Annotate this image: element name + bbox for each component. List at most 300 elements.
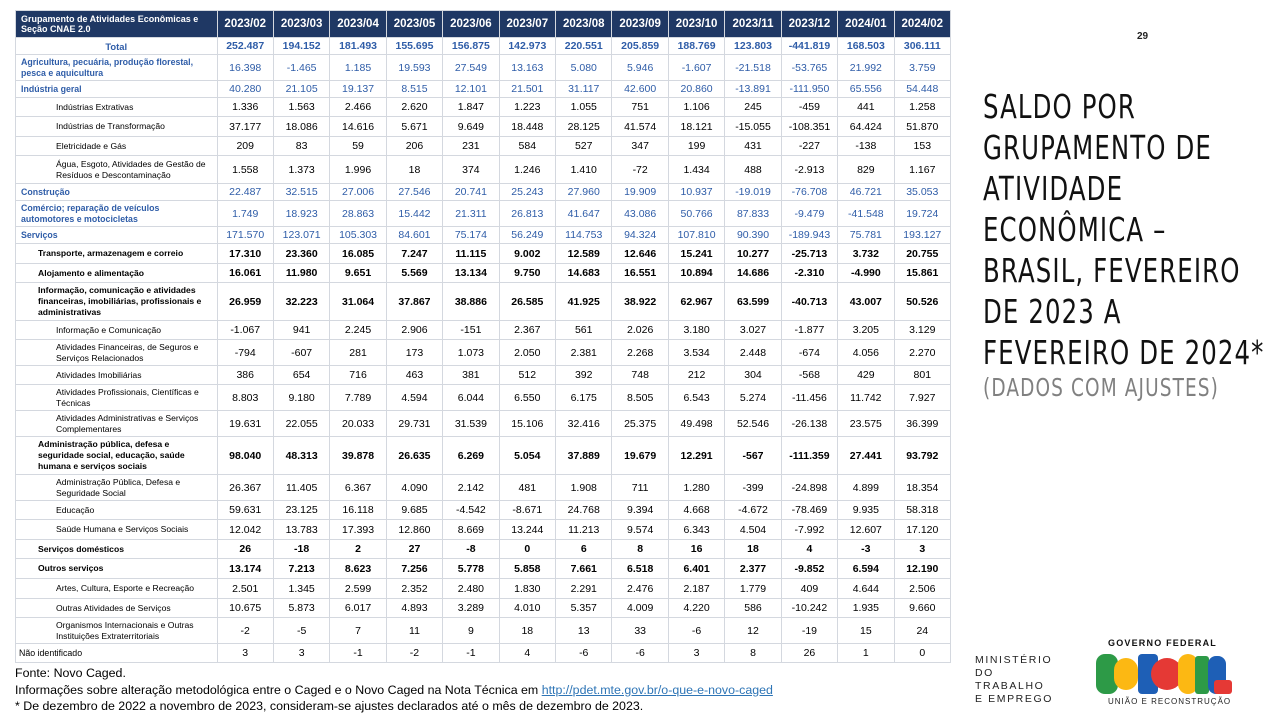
table-cell: 123.071: [273, 227, 329, 244]
table-cell: -76.708: [781, 184, 837, 201]
table-cell: -567: [725, 437, 781, 475]
table-cell: 41.925: [556, 283, 612, 321]
table-cell: 15.241: [668, 244, 724, 264]
table-cell: 181.493: [330, 38, 386, 55]
table-cell: 199: [668, 137, 724, 156]
table-cell: -7.992: [781, 520, 837, 540]
table-row: [16, 156, 951, 184]
table-cell: 18: [386, 156, 442, 184]
table-cell: 6.367: [330, 475, 386, 501]
table-cell: 12.042: [217, 520, 273, 540]
table-row: [16, 81, 951, 98]
caged-balance-table: [15, 10, 951, 663]
table-cell: 21.501: [499, 81, 555, 98]
table-cell: 27.006: [330, 184, 386, 201]
table-cell: -794: [217, 340, 273, 366]
table-cell: -4.542: [443, 501, 499, 520]
table-cell: 31.539: [443, 411, 499, 437]
source-note: Fonte: Novo Caged.: [15, 666, 126, 680]
table-cell: -568: [781, 366, 837, 385]
table-cell: 9.935: [838, 501, 894, 520]
table-cell: 20.755: [894, 244, 950, 264]
table-cell: 9.750: [499, 264, 555, 283]
table-cell: 3: [273, 644, 329, 663]
table-cell: -399: [725, 475, 781, 501]
table-cell: 153: [894, 137, 950, 156]
table-cell: 711: [612, 475, 668, 501]
slide-title-line: ATIVIDADE: [983, 169, 1124, 208]
table-body: [16, 38, 951, 663]
table-cell: 28.863: [330, 201, 386, 227]
table-cell: 23.575: [838, 411, 894, 437]
table-cell: 7.213: [273, 559, 329, 579]
table-cell: 9.574: [612, 520, 668, 540]
column-header: 2023/03: [273, 11, 329, 38]
table-cell: 2.448: [725, 340, 781, 366]
table-cell: 9.180: [273, 385, 329, 411]
table-row: [16, 340, 951, 366]
table-cell: 2.466: [330, 98, 386, 117]
table-cell: 206: [386, 137, 442, 156]
table-cell: 6.543: [668, 385, 724, 411]
table-cell: 9.660: [894, 599, 950, 618]
table-cell: 3.129: [894, 321, 950, 340]
table-cell: 3.027: [725, 321, 781, 340]
table-cell: 1.336: [217, 98, 273, 117]
row-label: Não identificado: [16, 644, 218, 663]
table-cell: 5.858: [499, 559, 555, 579]
table-cell: 7.789: [330, 385, 386, 411]
table-cell: 751: [612, 98, 668, 117]
table-cell: 3: [668, 644, 724, 663]
table-cell: 6.594: [838, 559, 894, 579]
table-cell: 63.599: [725, 283, 781, 321]
table-cell: 10.277: [725, 244, 781, 264]
row-label: Outras Atividades de Serviços: [16, 599, 218, 618]
table-cell: 5.080: [556, 55, 612, 81]
table-cell: 3: [217, 644, 273, 663]
table-cell: 10.894: [668, 264, 724, 283]
table-cell: 1.345: [273, 579, 329, 599]
table-cell: 6.017: [330, 599, 386, 618]
table-cell: -1: [330, 644, 386, 663]
table-cell: -19: [781, 618, 837, 644]
table-cell: 20.860: [668, 81, 724, 98]
table-row: [16, 117, 951, 137]
table-cell: 42.600: [612, 81, 668, 98]
table-cell: 829: [838, 156, 894, 184]
header-activity-group: Grupamento de Atividades Econômicas e Seção CNAE 2.0: [16, 11, 218, 38]
table-cell: 6.518: [612, 559, 668, 579]
table-cell: 527: [556, 137, 612, 156]
table-cell: 43.086: [612, 201, 668, 227]
table-cell: 5.671: [386, 117, 442, 137]
row-label: Outros serviços: [16, 559, 218, 579]
table-row: [16, 137, 951, 156]
column-header: 2023/06: [443, 11, 499, 38]
table-cell: 14.686: [725, 264, 781, 283]
table-cell: 9: [443, 618, 499, 644]
table-cell: 5.873: [273, 599, 329, 618]
table-cell: 15.861: [894, 264, 950, 283]
table-cell: 6.175: [556, 385, 612, 411]
table-cell: 75.174: [443, 227, 499, 244]
table-cell: -111.359: [781, 437, 837, 475]
table-cell: 6.343: [668, 520, 724, 540]
table-cell: 20.741: [443, 184, 499, 201]
table-row: [16, 227, 951, 244]
table-cell: -41.548: [838, 201, 894, 227]
table-cell: -674: [781, 340, 837, 366]
table-cell: 374: [443, 156, 499, 184]
table-cell: 8.669: [443, 520, 499, 540]
table-cell: 5.778: [443, 559, 499, 579]
table-cell: 4.504: [725, 520, 781, 540]
table-cell: 12.101: [443, 81, 499, 98]
table-cell: 18: [499, 618, 555, 644]
table-cell: 801: [894, 366, 950, 385]
table-cell: 52.546: [725, 411, 781, 437]
ministry-label-line: TRABALHO: [975, 680, 1045, 692]
table-cell: 36.399: [894, 411, 950, 437]
table-cell: 27.441: [838, 437, 894, 475]
row-label: Saúde Humana e Serviços Sociais: [16, 520, 218, 540]
table-cell: 5.357: [556, 599, 612, 618]
table-cell: 18.086: [273, 117, 329, 137]
table-cell: -18: [273, 540, 329, 559]
page-number: 29: [1137, 31, 1149, 42]
table-cell: 31.064: [330, 283, 386, 321]
ministry-label-line: E EMPREGO: [975, 693, 1053, 705]
table-row: [16, 264, 951, 283]
table-row: [16, 321, 951, 340]
table-cell: 281: [330, 340, 386, 366]
table-cell: 6.401: [668, 559, 724, 579]
table-cell: 5.569: [386, 264, 442, 283]
table-cell: 6: [556, 540, 612, 559]
table-cell: 2.506: [894, 579, 950, 599]
table-cell: -2: [217, 618, 273, 644]
table-cell: -10.242: [781, 599, 837, 618]
table-cell: -25.713: [781, 244, 837, 264]
table-cell: 168.503: [838, 38, 894, 55]
table-cell: 10.937: [668, 184, 724, 201]
table-cell: 23.360: [273, 244, 329, 264]
table-cell: 87.833: [725, 201, 781, 227]
table-cell: 1.434: [668, 156, 724, 184]
table-cell: -11.456: [781, 385, 837, 411]
row-label: Indústria geral: [16, 81, 218, 98]
table-cell: 1.749: [217, 201, 273, 227]
table-cell: 26.959: [217, 283, 273, 321]
ministry-label-line: MINISTÉRIO DO: [975, 654, 1053, 679]
table-cell: 1.847: [443, 98, 499, 117]
table-cell: 14.683: [556, 264, 612, 283]
table-cell: 16.061: [217, 264, 273, 283]
table-cell: 8.623: [330, 559, 386, 579]
table-row: [16, 366, 951, 385]
table-cell: 5.946: [612, 55, 668, 81]
table-cell: 37.177: [217, 117, 273, 137]
table-cell: 1: [838, 644, 894, 663]
table-cell: 11.213: [556, 520, 612, 540]
table-cell: 2.270: [894, 340, 950, 366]
table-cell: 193.127: [894, 227, 950, 244]
table-row: [16, 201, 951, 227]
table-cell: -53.765: [781, 55, 837, 81]
novo-caged-link[interactable]: http://pdet.mte.gov.br/o-que-e-novo-caged: [541, 682, 773, 697]
table-cell: 26.813: [499, 201, 555, 227]
table-cell: -3: [838, 540, 894, 559]
table-cell: 21.311: [443, 201, 499, 227]
table-cell: 40.280: [217, 81, 273, 98]
table-cell: 4.893: [386, 599, 442, 618]
methodology-note: [15, 682, 965, 699]
table-cell: 114.753: [556, 227, 612, 244]
table-cell: 5.054: [499, 437, 555, 475]
table-cell: 94.324: [612, 227, 668, 244]
table-cell: -2: [386, 644, 442, 663]
table-cell: 98.040: [217, 437, 273, 475]
table-cell: 304: [725, 366, 781, 385]
table-cell: 3.759: [894, 55, 950, 81]
row-label: Construção: [16, 184, 218, 201]
table-row: [16, 501, 951, 520]
table-cell: 27.960: [556, 184, 612, 201]
table-cell: 2.187: [668, 579, 724, 599]
table-cell: -6: [612, 644, 668, 663]
row-label: Água, Esgoto, Atividades de Gestão de Resíduos e Descontaminação: [16, 156, 218, 184]
table-cell: 56.249: [499, 227, 555, 244]
table-cell: 38.922: [612, 283, 668, 321]
table-cell: 5.274: [725, 385, 781, 411]
table-cell: -1: [443, 644, 499, 663]
column-header: 2023/09: [612, 11, 668, 38]
table-cell: 43.007: [838, 283, 894, 321]
table-cell: 32.515: [273, 184, 329, 201]
gov-logo-top-text: GOVERNO FEDERAL: [1108, 638, 1218, 648]
table-cell: 11.980: [273, 264, 329, 283]
table-cell: -1.067: [217, 321, 273, 340]
table-cell: 26.635: [386, 437, 442, 475]
table-cell: 33: [612, 618, 668, 644]
table-cell: 2.352: [386, 579, 442, 599]
table-cell: 1.558: [217, 156, 273, 184]
table-row: [16, 385, 951, 411]
table-row: [16, 579, 951, 599]
row-label: Agricultura, pecuária, produção florestal, pesca e aquicultura: [16, 55, 218, 81]
table-row: [16, 540, 951, 559]
table-cell: 7.256: [386, 559, 442, 579]
table-cell: 50.526: [894, 283, 950, 321]
table-cell: 21.105: [273, 81, 329, 98]
slide-title: [983, 86, 1265, 373]
table-cell: 4.220: [668, 599, 724, 618]
table-cell: 11: [386, 618, 442, 644]
table-cell: 17.310: [217, 244, 273, 264]
table-cell: -111.950: [781, 81, 837, 98]
table-cell: 231: [443, 137, 499, 156]
table-cell: 18.923: [273, 201, 329, 227]
row-label: Administração pública, defesa e seguridade social, educação, saúde humana e serviços sociais: [16, 437, 218, 475]
table-cell: 512: [499, 366, 555, 385]
table-cell: 9.685: [386, 501, 442, 520]
table-cell: -227: [781, 137, 837, 156]
table-cell: -189.943: [781, 227, 837, 244]
table-cell: 18.448: [499, 117, 555, 137]
table-cell: 13.163: [499, 55, 555, 81]
table-cell: 9.002: [499, 244, 555, 264]
column-header: 2023/11: [725, 11, 781, 38]
row-label: Artes, Cultura, Esporte e Recreação: [16, 579, 218, 599]
table-row: [16, 55, 951, 81]
brasil-wordmark-logo: [1094, 650, 1236, 698]
footnotes: [15, 665, 965, 715]
table-cell: 4: [499, 644, 555, 663]
table-cell: -15.055: [725, 117, 781, 137]
gov-logo-bottom-text: UNIÃO E RECONSTRUÇÃO: [1108, 697, 1232, 706]
table-cell: 62.967: [668, 283, 724, 321]
table-cell: 2.026: [612, 321, 668, 340]
table-cell: 429: [838, 366, 894, 385]
table-cell: -26.138: [781, 411, 837, 437]
table-cell: 156.875: [443, 38, 499, 55]
row-label: Organismos Internacionais e Outras Instituições Extraterritoriais: [16, 618, 218, 644]
table-cell: 50.766: [668, 201, 724, 227]
table-cell: 84.601: [386, 227, 442, 244]
table-cell: 586: [725, 599, 781, 618]
table-cell: -459: [781, 98, 837, 117]
table-cell: 748: [612, 366, 668, 385]
table-cell: 3.732: [838, 244, 894, 264]
table-cell: -4.990: [838, 264, 894, 283]
table-cell: 75.781: [838, 227, 894, 244]
column-header: 2023/02: [217, 11, 273, 38]
table-row: [16, 644, 951, 663]
table-cell: 107.810: [668, 227, 724, 244]
row-label: Indústrias Extrativas: [16, 98, 218, 117]
table-cell: 12.646: [612, 244, 668, 264]
table-cell: 11.405: [273, 475, 329, 501]
table-cell: 10.675: [217, 599, 273, 618]
column-header: 2024/02: [894, 11, 950, 38]
table-cell: 3.289: [443, 599, 499, 618]
table-cell: 49.498: [668, 411, 724, 437]
table-cell: 14.616: [330, 117, 386, 137]
table-cell: 1.258: [894, 98, 950, 117]
table-cell: 41.647: [556, 201, 612, 227]
table-cell: 19.137: [330, 81, 386, 98]
table-cell: 2.599: [330, 579, 386, 599]
table-cell: 1.185: [330, 55, 386, 81]
table-cell: 32.223: [273, 283, 329, 321]
table-cell: -19.019: [725, 184, 781, 201]
table-cell: 4.009: [612, 599, 668, 618]
table-cell: 39.878: [330, 437, 386, 475]
row-label: Educação: [16, 501, 218, 520]
table-cell: 1.830: [499, 579, 555, 599]
governo-federal-logo: [1090, 636, 1240, 712]
table-cell: 41.574: [612, 117, 668, 137]
table-cell: 1.106: [668, 98, 724, 117]
table-cell: -1.877: [781, 321, 837, 340]
row-label: Atividades Imobiliárias: [16, 366, 218, 385]
table-cell: 2.906: [386, 321, 442, 340]
table-cell: 15.106: [499, 411, 555, 437]
table-cell: 2.620: [386, 98, 442, 117]
table-cell: -151: [443, 321, 499, 340]
table-cell: 3.205: [838, 321, 894, 340]
table-cell: 16: [668, 540, 724, 559]
table-cell: 13.174: [217, 559, 273, 579]
table-cell: 209: [217, 137, 273, 156]
table-cell: 347: [612, 137, 668, 156]
table-cell: -9.852: [781, 559, 837, 579]
table-cell: 38.886: [443, 283, 499, 321]
table-cell: 431: [725, 137, 781, 156]
table-cell: 654: [273, 366, 329, 385]
table-cell: -8: [443, 540, 499, 559]
table-cell: -5: [273, 618, 329, 644]
table-cell: 252.487: [217, 38, 273, 55]
table-cell: 9.649: [443, 117, 499, 137]
table-cell: 1.935: [838, 599, 894, 618]
table-cell: 17.393: [330, 520, 386, 540]
table-cell: 31.117: [556, 81, 612, 98]
table-cell: 27: [386, 540, 442, 559]
table-cell: 941: [273, 321, 329, 340]
table-cell: 29.731: [386, 411, 442, 437]
table-cell: 8: [612, 540, 668, 559]
row-label: Total: [16, 38, 218, 55]
table-cell: -138: [838, 137, 894, 156]
table-cell: 24: [894, 618, 950, 644]
table-cell: 19.679: [612, 437, 668, 475]
table-cell: -1.607: [668, 55, 724, 81]
table-cell: 4.594: [386, 385, 442, 411]
table-cell: 8.515: [386, 81, 442, 98]
column-header: 2023/08: [556, 11, 612, 38]
row-label: Serviços domésticos: [16, 540, 218, 559]
table-cell: 1.246: [499, 156, 555, 184]
row-label: Eletricidade e Gás: [16, 137, 218, 156]
table-cell: -108.351: [781, 117, 837, 137]
table-cell: 16.118: [330, 501, 386, 520]
column-header: 2023/07: [499, 11, 555, 38]
table-cell: 27.549: [443, 55, 499, 81]
slide-title-line: ECONÔMICA –: [983, 210, 1167, 249]
row-label: Administração Pública, Defesa e Seguridade Social: [16, 475, 218, 501]
table-cell: -441.819: [781, 38, 837, 55]
row-label: Transporte, armazenagem e correio: [16, 244, 218, 264]
slide-subtitle: (DADOS COM AJUSTES): [983, 373, 1219, 402]
table-cell: 37.867: [386, 283, 442, 321]
table-cell: 105.303: [330, 227, 386, 244]
table-cell: 2.142: [443, 475, 499, 501]
table-cell: 26: [781, 644, 837, 663]
row-label: Informação e Comunicação: [16, 321, 218, 340]
adjustment-note: * De dezembro de 2022 a novembro de 2023, consideram-se ajustes declarados até o mês de dezembro de 2023.: [15, 699, 644, 713]
table-cell: 1.073: [443, 340, 499, 366]
table-cell: 21.992: [838, 55, 894, 81]
table-cell: -21.518: [725, 55, 781, 81]
table-cell: 18: [725, 540, 781, 559]
table-cell: 93.792: [894, 437, 950, 475]
table-cell: 488: [725, 156, 781, 184]
table-cell: -2.310: [781, 264, 837, 283]
table-cell: 3: [894, 540, 950, 559]
row-label: Serviços: [16, 227, 218, 244]
